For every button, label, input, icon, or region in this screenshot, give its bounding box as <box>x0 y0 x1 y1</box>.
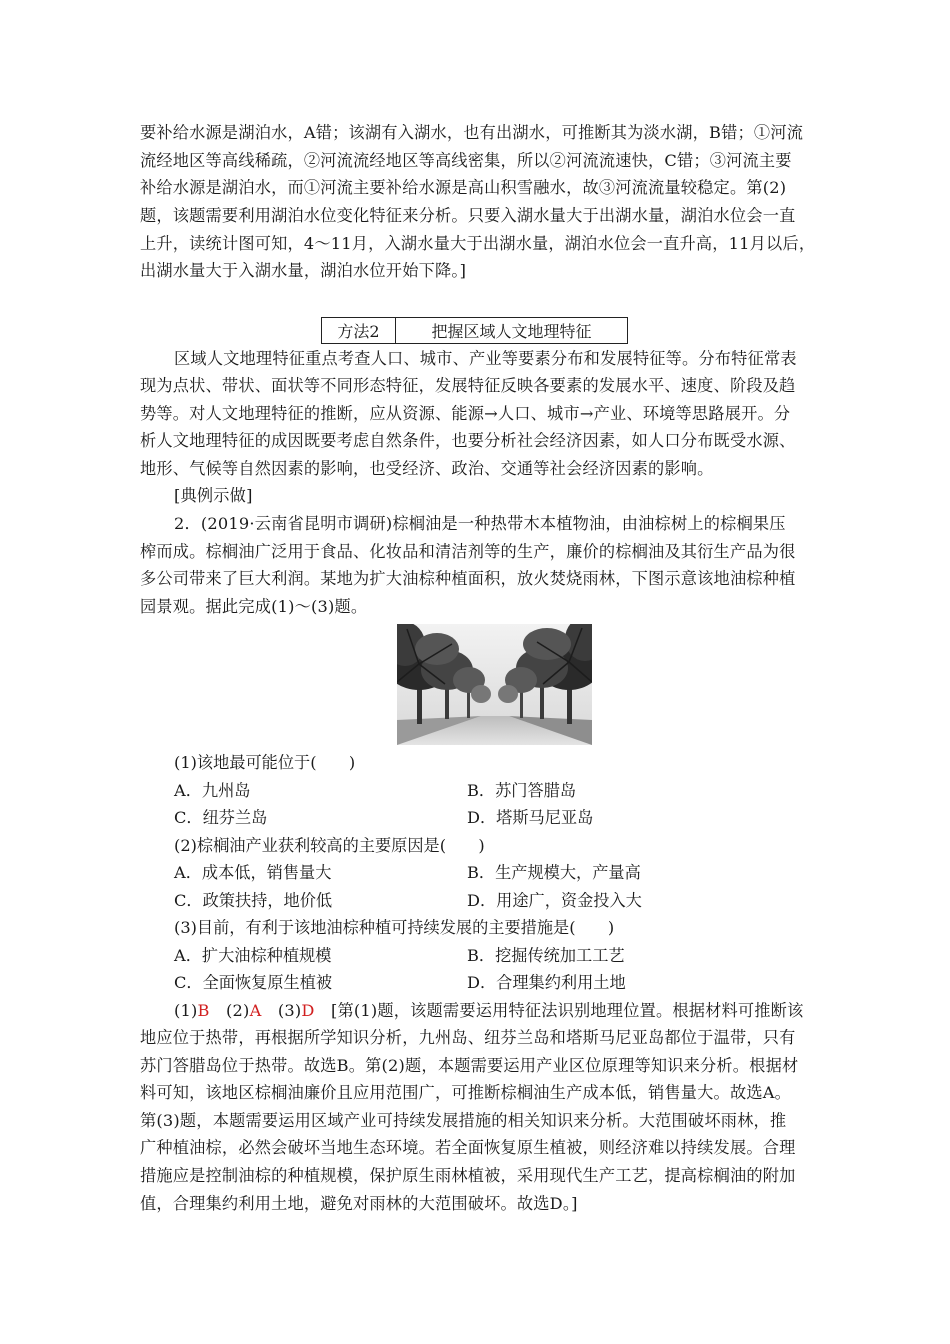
answer-line: 第(3)题，本题需要运用区域产业可持续发展措施的相关知识来分析。大范围破坏雨林，推 <box>140 1111 787 1130</box>
answer-2-prefix: (2) <box>226 1001 250 1020</box>
question-3-options-row <box>174 942 824 970</box>
question-2-stem: (2)棕榈油产业获利较高的主要原因是( ) <box>174 836 485 855</box>
intro-line: 出湖水量大于入湖水量，湖泊水位开始下降。] <box>140 261 467 280</box>
option-c: C．全面恢复原生植被 <box>174 973 333 992</box>
intro-line: 题，该题需要利用湖泊水位变化特征来分析。只要入湖水量大于出湖水量，湖泊水位会一直 <box>140 206 796 225</box>
option-d: D．合理集约利用土地 <box>467 973 626 992</box>
answer-3-prefix: (3) <box>277 1001 302 1020</box>
question-1-stem: (1)该地最可能位于( ) <box>174 753 356 772</box>
question-2-options-row <box>174 859 824 887</box>
question-1-options-row <box>174 777 824 805</box>
intro-line: 上升，读统计图可知，4～11月，入湖水量大于出湖水量，湖泊水位会一直升高，11月以后， <box>140 234 816 253</box>
answer-3-letter: D <box>301 1001 315 1020</box>
question-2-options-row <box>174 887 824 915</box>
question-line: 2．(2019·云南省昆明市调研)棕榈油是一种热带木本植物油，由油棕树上的棕榈果压 <box>174 514 786 533</box>
option-d: D．塔斯马尼亚岛 <box>467 808 594 827</box>
answer-2-letter: A <box>249 1001 262 1020</box>
answer-line: 料可知，该地区棕榈油廉价且应用范围广，可推断棕榈油生产成本低，销售量大。故选A。 <box>140 1083 791 1102</box>
answer-line: 措施应是控制油棕的种植规模，保护原生雨林植被，采用现代生产工艺，提高棕榈油的附加 <box>140 1166 796 1185</box>
intro-line: 要补给水源是湖泊水，A错；该湖有入湖水，也有出湖水，可推断其为淡水湖，B错；①河流 <box>140 123 804 142</box>
answer-explanation-start: [第(1)题，该题需要运用特征法识别地理位置。根据材料可推断该 <box>330 1001 804 1020</box>
answer-line: 值，合理集约利用土地，避免对雨林的大范围破坏。故选D。] <box>140 1194 578 1213</box>
option-d: D．用途广，资金投入大 <box>467 891 642 910</box>
answer-line: 苏门答腊岛位于热带。故选B。第(2)题，本题需要运用产业区位原理等知识来分析。根据材 <box>140 1056 799 1075</box>
answer-1-prefix: (1) <box>174 1001 198 1020</box>
option-b: B．挖掘传统加工工艺 <box>467 946 625 965</box>
method-line: 地形、气候等自然因素的影响，也受经济、政治、交通等社会经济因素的影响。 <box>140 459 714 478</box>
question-line: 多公司带来了巨大利润。某地为扩大油棕种植面积，放火焚烧雨林，下图示意该地油棕种植 <box>140 569 796 588</box>
method-line: 现为点状、带状、面状等不同形态特征，发展特征反映各要素的发展水平、速度、阶段及趋 <box>140 376 796 395</box>
method-line: 区域人文地理特征重点考查人口、城市、产业等要素分布和发展特征等。分布特征常表 <box>174 349 797 368</box>
intro-line: 补给水源是湖泊水，而①河流主要补给水源是高山积雪融水，故③河流流量较稳定。第(2) <box>140 178 787 197</box>
option-a: A．成本低，销售量大 <box>174 863 332 882</box>
answer-line: 广种植油棕，必然会破坏当地生态环境。若全面恢复原生植被，则经济难以持续发展。合理 <box>140 1138 796 1157</box>
method-line: 析人文地理特征的成因既要考虑自然条件，也要分析社会经济因素，如人口分布既受水源、 <box>140 431 796 450</box>
example-heading: [典例示做] <box>174 486 253 505</box>
question-3-stem: (3)目前，有利于该地油棕种植可持续发展的主要措施是( ) <box>174 918 615 937</box>
option-a: A．扩大油棕种植规模 <box>174 946 332 965</box>
question-1-options-row <box>174 804 824 832</box>
method-line: 势等。对人文地理特征的推断，应从资源、能源→人口、城市→产业、环境等思路展开。分 <box>140 404 791 423</box>
question-3-options-row <box>174 969 824 997</box>
palm-plantation-photo <box>397 624 592 745</box>
option-c: C．政策扶持，地价低 <box>174 891 333 910</box>
question-line: 榨而成。棕榈油广泛用于食品、化妆品和清洁剂等的生产，廉价的棕榈油及其衍生产品为很 <box>140 542 796 561</box>
method-title: 把握区域人文地理特征 <box>431 322 592 341</box>
option-b: B．苏门答腊岛 <box>467 781 577 800</box>
option-c: C．纽芬兰岛 <box>174 808 268 827</box>
option-b: B．生产规模大，产量高 <box>467 863 641 882</box>
method-heading-box <box>321 317 628 344</box>
option-a: A．九州岛 <box>174 781 251 800</box>
question-line: 园景观。据此完成(1)～(3)题。 <box>140 597 368 616</box>
answer-line-first <box>174 997 854 1025</box>
intro-line: 流经地区等高线稀疏，②河流流经地区等高线密集，所以②河流流速快，C错；③河流主要 <box>140 151 792 170</box>
answer-line: 地应位于热带，再根据所学知识分析，九州岛、纽芬兰岛和塔斯马尼亚岛都位于温带，只有 <box>140 1028 796 1047</box>
method-label: 方法2 <box>322 318 396 343</box>
answer-1-letter: B <box>197 1001 210 1020</box>
